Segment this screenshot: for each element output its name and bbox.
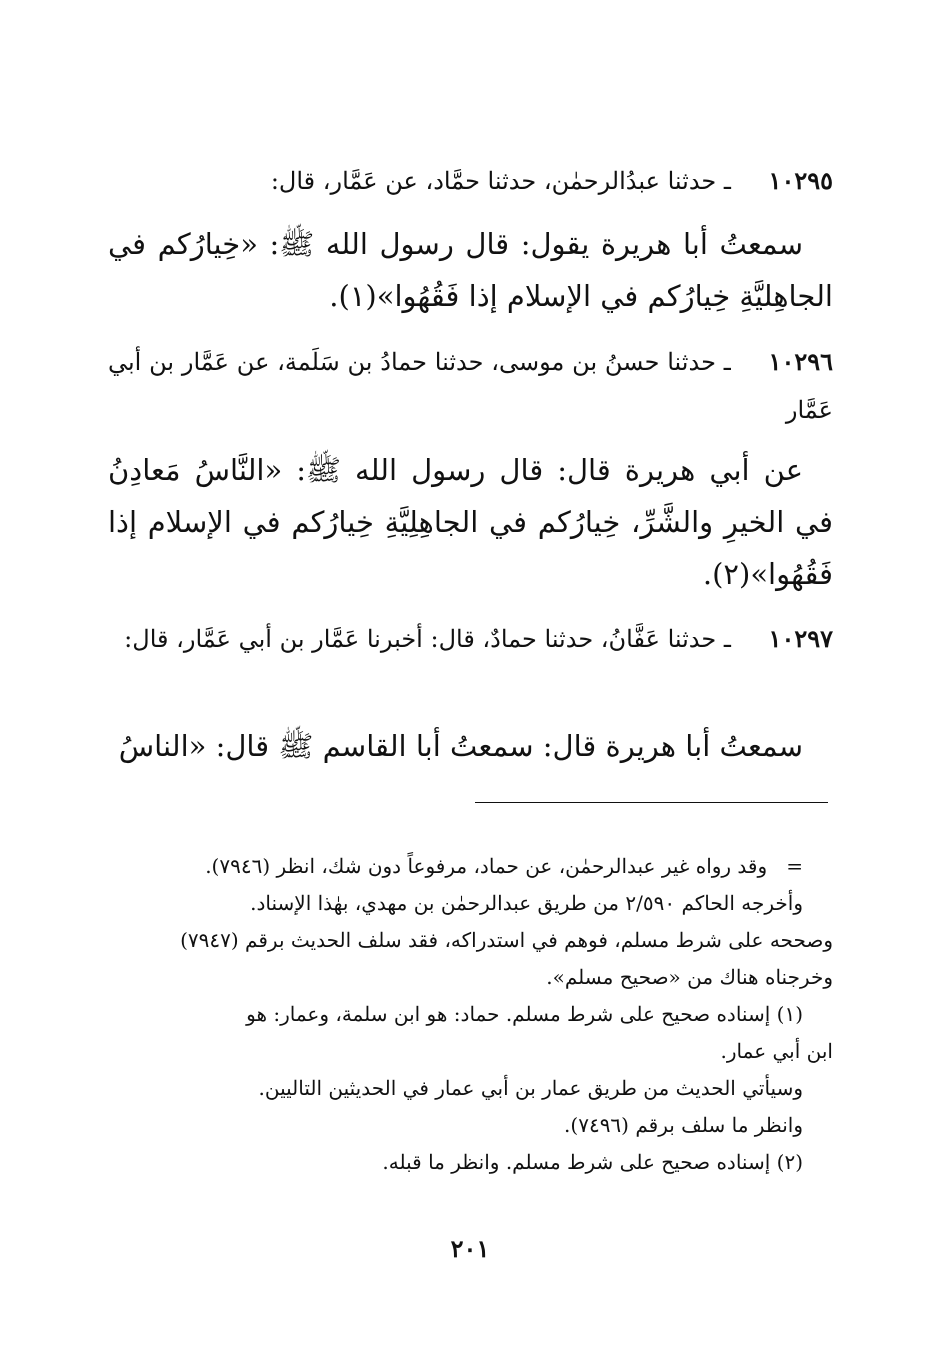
footnote-text: وقد رواه غير عبدالرحمٰن، عن حماد، مرفوعاً دون شك، انظر (٧٩٤٦). — [205, 854, 768, 878]
footnote-line: وانظر ما سلف برقم (٧٤٩٦). — [564, 1113, 803, 1137]
footnote-line: وأخرجه الحاكم ٢/٥٩٠ من طريق عبدالرحمٰن بن مهدي، بهٰذا الإسناد. — [250, 891, 803, 915]
footnote-continued-line — [108, 848, 833, 885]
hadith-10297-chain — [108, 615, 833, 663]
isnad-text: ـ حدثنا حسنُ بن موسى، حدثنا حمادُ بن سَلَمة، عن عَمَّار بن أبي عَمَّار — [108, 348, 833, 424]
hadith-10295-text — [108, 218, 833, 322]
hadith-10296-chain — [108, 338, 833, 434]
footnote-separator — [475, 802, 828, 803]
footnote-line: وسيأتي الحديث من طريق عمار بن أبي عمار في الحديثين التاليين. — [258, 1076, 803, 1100]
isnad-text: ـ حدثنا عَفَّانُ، حدثنا حمادٌ، قال: أخبرنا عَمَّار بن أبي عَمَّار، قال: — [124, 625, 731, 653]
footnote-line: وخرجناه هناك من «صحيح مسلم». — [546, 965, 833, 989]
footnote-line: وصححه على شرط مسلم، فوهم في استدراكه، فقد سلف الحديث برقم (٧٩٤٧) — [180, 928, 833, 952]
matn-text: سمعتُ أبا هريرة قال: سمعتُ أبا القاسم ﷺ قال: «الناسُ — [118, 729, 803, 763]
page-number: ٢٠١ — [450, 1234, 490, 1263]
footnote-line: ابن أبي عمار. — [720, 1039, 833, 1063]
hadith-number: ١٠٢٩٧ — [768, 624, 833, 653]
footnote-1: (١) إسناده صحيح على شرط مسلم. حماد: هو ابن سلمة، وعمار: هو — [246, 1002, 803, 1026]
hadith-number: ١٠٢٩٦ — [768, 347, 833, 376]
hadith-10296-text — [108, 444, 833, 600]
isnad-text: ـ حدثنا عبدُالرحمٰن، حدثنا حمَّاد، عن عَمَّار، قال: — [270, 167, 731, 195]
hadith-10297-text — [108, 720, 833, 772]
continuation-marker: = — [786, 854, 803, 878]
hadith-10295-chain — [108, 157, 833, 205]
matn-text: سمعتُ أبا هريرة يقول: قال رسول الله ﷺ: «خِيارُكم في الجاهِليَّةِ خِيارُكم في الإسلام إذا فَقُهُوا»(١). — [108, 227, 833, 313]
matn-text: عن أبي هريرة قال: قال رسول الله ﷺ: «النَّاسُ مَعادِنُ في الخيرِ والشَّرِّ، خِيارُكم في الجاهِلِيَّةِ خِيارُكم في الإسلام إذا فَقُهُوا»(٢). — [108, 453, 833, 591]
footnotes — [108, 848, 833, 1181]
footnote-2: (٢) إسناده صحيح على شرط مسلم. وانظر ما قبله. — [382, 1150, 803, 1174]
hadith-number: ١٠٢٩٥ — [768, 166, 833, 195]
